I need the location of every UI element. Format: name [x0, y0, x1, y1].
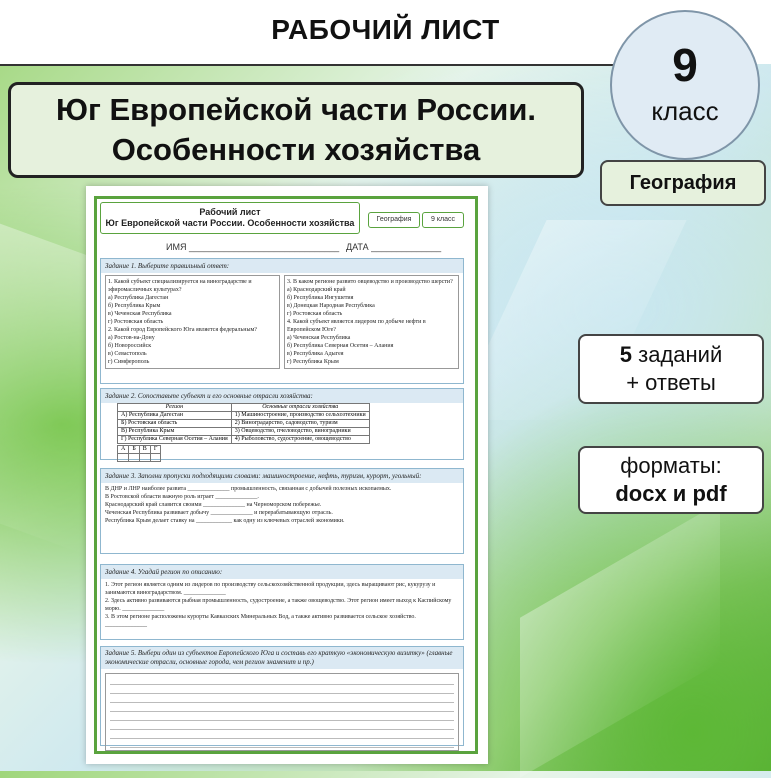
answer-letter: Г	[150, 446, 160, 454]
grade-word: класс	[651, 96, 719, 126]
task4-line: 3. В этом регионе расположены курорты Кавказских Минеральных Вод, а также активно развивается сельское хозяйство. ______________	[105, 614, 416, 628]
task1-q2-c: в) Севастополь	[108, 351, 147, 357]
sheet-header-line1: Рабочий лист	[199, 207, 261, 217]
task4-title: Задание 4. Угадай регион по описанию:	[101, 565, 463, 579]
formats-list: docx и pdf	[615, 481, 727, 506]
task1-title: Задание 1. Выберите правильный ответ:	[101, 259, 463, 273]
topic-line-2: Особенности хозяйства	[111, 132, 481, 167]
task3-line: Республика Крым делает ставку на ____________ как одну из ключевых отраслей экономики.	[105, 518, 345, 524]
sheet-date-field: ДАТА ______________	[346, 242, 442, 252]
task5-answer-lines	[105, 673, 459, 751]
grade-number: 9	[672, 39, 698, 91]
answers-word: + ответы	[626, 370, 716, 395]
task1-q2-d: г) Симферополь	[108, 359, 150, 365]
task1-q1: 1. Какой субъект специализируется на виноградарстве и эфиромасличных культурах?	[108, 279, 252, 293]
task1-q4-b: б) Республика Северная Осетия – Алания	[287, 343, 394, 349]
answer-letter: А	[118, 446, 129, 454]
task2-head-right: Основные отрасли хозяйства	[231, 404, 369, 412]
task1-col2	[284, 275, 459, 369]
task1-q2-a: а) Ростов-на-Дону	[108, 335, 155, 341]
task4-section	[100, 564, 464, 640]
tasks-word: заданий	[638, 342, 723, 367]
task1-q4-d: г) Республика Крым	[287, 359, 339, 365]
worksheet-topic-box	[8, 82, 584, 178]
task1-q3-b: б) Республика Ингушетия	[287, 295, 354, 301]
sheet-header-line2: Юг Европейской части России. Особенности хозяйства	[105, 218, 355, 228]
subject-label: География	[600, 160, 766, 206]
task4-line: 2. Здесь активно развиваются рыбная промышленность, судостроение, а также овощеводство. Этот регион имеет выход к Каспийскому морю. ______________	[105, 598, 452, 612]
task3-title: Задание 3. Заполни пропуски подходящими словами: машиностроение, нефть, туризм, курорт, угольный:	[101, 469, 463, 483]
task1-section	[100, 258, 464, 384]
task3-line: В Ростовской области важную роль играет ______________.	[105, 494, 259, 500]
task2-industry-1: 1) Машиностроение, производство сельхозтехники	[231, 412, 369, 420]
task2-answer-grid	[117, 445, 161, 462]
task3-line: Чеченская Республика развивает добычу ______________ и перерабатывающую отрасль.	[105, 510, 333, 516]
task1-q3: 3. В каком регионе развито овцеводство и производство шерсти?	[287, 279, 453, 285]
tasks-count-label	[578, 334, 764, 404]
task2-table	[117, 403, 370, 444]
task2-industry-2: 2) Виноградарство, садоводство, туризм	[231, 420, 369, 428]
worksheet-topic	[56, 90, 536, 170]
task1-col1	[105, 275, 280, 369]
task1-q1-c: в) Чеченская Республика	[108, 311, 172, 317]
worksheet-preview	[86, 186, 488, 764]
sheet-name-field: ИМЯ ______________________________	[166, 242, 340, 252]
task2-industry-4: 4) Рыболовство, судостроение, овощеводство	[231, 436, 369, 444]
task2-industry-3: 3) Овцеводство, пчеловодство, виноградники	[231, 428, 369, 436]
background-shard	[0, 224, 90, 557]
task3-line: В ДНР и ЛНР наиболее развита ______________ промышленность, связанная с добычей полезных ископаемых.	[105, 486, 392, 492]
task2-head-left: Регион	[118, 404, 232, 412]
task2-title: Задание 2. Сопоставьте субъект и его основные отрасли хозяйства:	[101, 389, 463, 403]
task4-line: 1. Этот регион является одним из лидеров по производству сельскохозяйственной продукции, здесь выращивают рис, кукурузу и занимаются виноградарством. ______________	[105, 582, 436, 596]
task1-q2-b: б) Новороссийск	[108, 343, 152, 349]
tasks-count: 5	[619, 342, 632, 367]
grade-badge	[610, 10, 760, 160]
task1-q4-a: а) Чеченская Республика	[287, 335, 351, 341]
task1-q4-c: в) Республика Адыгея	[287, 351, 344, 357]
task2-section	[100, 388, 464, 460]
task1-q1-b: б) Республика Крым	[108, 303, 161, 309]
answer-letter: В	[139, 446, 150, 454]
task3-line: Краснодарский край славится своими ______________ на Черноморском побережье.	[105, 502, 322, 508]
task3-section	[100, 468, 464, 554]
task1-q3-c: в) Донецкая Народная Республика	[287, 303, 375, 309]
task2-region-b: Б) Ростовская область	[118, 420, 232, 428]
task5-section	[100, 646, 464, 746]
sheet-grade-tag: 9 класс	[422, 212, 464, 228]
task1-q2: 2. Какой город Европейского Юга является федеральным?	[108, 327, 257, 333]
task2-region-a: А) Республика Дагестан	[118, 412, 232, 420]
formats-word: форматы:	[620, 453, 722, 478]
top-divider	[0, 64, 640, 66]
topic-line-1: Юг Европейской части России.	[55, 92, 537, 127]
task2-region-d: Г) Республика Северная Осетия – Алания	[118, 436, 232, 444]
main-title: РАБОЧИЙ ЛИСТ	[271, 14, 500, 45]
task5-title: Задание 5. Выбери один из субъектов Европейского Юга и составь его краткую «экономическую визитку» (главные экономические отрасли, основные города, чем регион знаменит и пр.)	[101, 647, 463, 669]
task2-region-c: В) Республика Крым	[118, 428, 232, 436]
task1-q1-d: г) Ростовская область	[108, 319, 164, 325]
answer-letter: Б	[129, 446, 139, 454]
task1-q3-a: а) Краснодарский край	[287, 287, 346, 293]
task1-q4: 4. Какой субъект является лидером по добыче нефти в Европейском Юге?	[287, 319, 426, 333]
formats-label	[578, 446, 764, 514]
task1-q1-a: а) Республика Дагестан	[108, 295, 169, 301]
task1-q3-d: г) Ростовская область	[287, 311, 343, 317]
sheet-subject-tag: География	[368, 212, 420, 228]
sheet-header	[100, 202, 360, 234]
background-shard	[520, 502, 720, 777]
